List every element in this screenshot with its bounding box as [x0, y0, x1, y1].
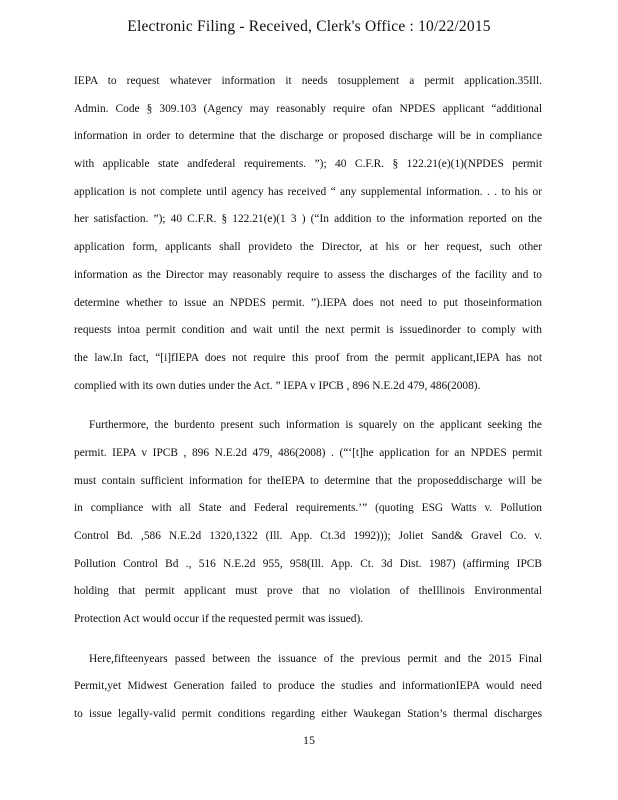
text-line: IEPA to request whatever information it needs tosupplement a permit application.35Ill.	[74, 75, 542, 87]
text-line: her satisfaction. ”); 40 C.F.R. § 122.21(e)(1 3 ) (“In addition to the information reported on the	[74, 213, 542, 226]
text-line: information as the Director may reasonably require to assess the discharges of the facility and to	[74, 268, 542, 281]
text-line: Protection Act would occur if the requested permit was issued).	[74, 613, 364, 626]
page-number: 15	[303, 733, 315, 747]
paragraph	[74, 412, 542, 634]
text-line: holding that permit applicant must prove that no violation of theIllinois Environmental	[74, 585, 542, 598]
text-line: Admin. Code § 309.103 (Agency may reasonably require ofan NPDES applicant “additional	[74, 102, 542, 115]
text-line: Furthermore, the burdento present such information is squarely on the applicant seeking the	[89, 419, 542, 432]
text-line: complied with its own duties under the Act. ” IEPA v IPCB , 896 N.E.2d 479, 486(2008).	[74, 379, 481, 392]
text-line: with applicable state andfederal requirements. ”); 40 C.F.R. § 122.21(e)(1)(NPDES permit	[74, 158, 542, 171]
text-line: to issue legally-valid permit conditions regarding either Waukegan Station’s thermal discharges	[74, 708, 542, 721]
filing-header: Electronic Filing - Received, Clerk's Office : 10/22/2015	[127, 18, 491, 35]
text-line: determine whether to issue an NPDES permit. ”).IEPA does not need to put thoseinformation	[74, 296, 542, 309]
text-line: the law.In fact, “[i]fIEPA does not require this proof from the permit applicant,IEPA has not	[74, 351, 542, 364]
text-line: Here,fifteenyears passed between the issuance of the previous permit and the 2015 Final	[89, 652, 542, 665]
text-line: permit. IEPA v IPCB , 896 N.E.2d 479, 486(2008) . (“‘[t]he application for an NPDES permit	[74, 446, 542, 459]
text-line: information in order to determine that the discharge or proposed discharge will be in compliance	[74, 130, 542, 143]
text-line: application is not complete until agency has received “ any supplemental information. . . to his or	[74, 185, 542, 198]
paragraph	[74, 646, 542, 729]
text-line: in compliance with all State and Federal requirements.’” (quoting ESG Watts v. Pollution	[74, 502, 542, 515]
document-body	[74, 68, 542, 729]
text-line: requests intoa permit condition and wait until the next permit is issuedinorder to comply with	[74, 324, 542, 337]
paragraph	[74, 68, 542, 400]
text-line: must contain sufficient information for theIEPA to determine that the proposeddischarge will be	[74, 474, 542, 487]
text-line: Permit,yet Midwest Generation failed to produce the studies and informationIEPA would need	[74, 680, 542, 693]
text-line: Pollution Control Bd ., 516 N.E.2d 955, 958(Ill. App. Ct. 3d Dist. 1987) (affirming IPCB	[74, 557, 542, 570]
text-line: Control Bd. ,586 N.E.2d 1320,1322 (Ill. App. Ct.3d 1992))); Joliet Sand& Gravel Co. v.	[74, 530, 542, 542]
text-line: application form, applicants shall provideto the Director, at his or her request, such other	[74, 241, 542, 254]
